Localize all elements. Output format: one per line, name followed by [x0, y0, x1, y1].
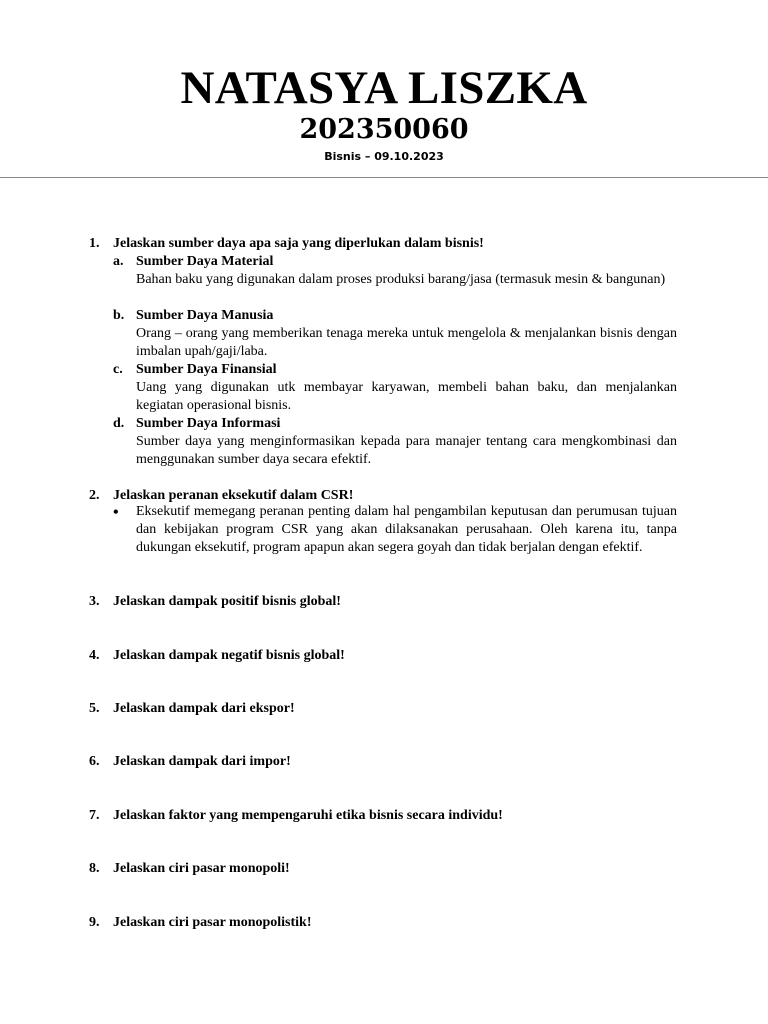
item-marker: b. — [113, 308, 125, 323]
question-text: Jelaskan dampak positif bisnis global! — [113, 594, 341, 609]
question-text: Jelaskan ciri pasar monopolistik! — [113, 915, 312, 930]
item-body: Uang yang digunakan utk membayar karyawan, membeli bahan baku, dan menjalankan kegiatan operasional bisnis. — [136, 380, 677, 413]
item-marker: c. — [113, 362, 123, 377]
question-number: 2. — [89, 488, 100, 503]
item-title: Sumber Daya Finansial — [136, 362, 277, 377]
question-text: Jelaskan faktor yang mempengaruhi etika bisnis secara individu! — [113, 808, 503, 823]
question-text: Jelaskan dampak dari impor! — [113, 754, 291, 769]
course-date: Bisnis – 09.10.2023 — [324, 150, 444, 163]
question-number: 1. — [89, 236, 100, 251]
item-marker: a. — [113, 254, 124, 269]
student-name: NATASYA LISZKA — [180, 62, 588, 114]
question-text: Jelaskan sumber daya apa saja yang diperlukan dalam bisnis! — [113, 236, 484, 251]
header-divider — [0, 177, 768, 178]
bullet-body: Eksekutif memegang peranan penting dalam hal pengambilan keputusan dan perumusan tujuan dan kebijakan program CSR yang akan dilaksanakan perusahaan. Oleh karena itu, tanpa dukungan eksekutif, program apapun akan segera goyah dan tidak berjalan dengan efektif. — [136, 504, 677, 555]
student-id: 202350060 — [299, 114, 469, 145]
item-body: Orang – orang yang memberikan tenaga mereka untuk mengelola & menjalankan bisnis dengan imbalan upah/gaji/laba. — [136, 326, 677, 359]
question-text: Jelaskan ciri pasar monopoli! — [113, 861, 290, 876]
question-text: Jelaskan peranan eksekutif dalam CSR! — [113, 488, 354, 503]
question-number: 7. — [89, 808, 100, 823]
item-title: Sumber Daya Manusia — [136, 308, 274, 323]
question-number: 3. — [89, 594, 100, 609]
question-number: 6. — [89, 754, 100, 769]
item-marker: d. — [113, 416, 125, 431]
bullet-icon: • — [113, 504, 119, 521]
question-number: 5. — [89, 701, 100, 716]
question-text: Jelaskan dampak dari ekspor! — [113, 701, 295, 716]
item-body: Bahan baku yang digunakan dalam proses produksi barang/jasa (termasuk mesin & bangunan) — [136, 272, 666, 287]
question-text: Jelaskan dampak negatif bisnis global! — [113, 648, 345, 663]
question-number: 9. — [89, 915, 100, 930]
question-number: 8. — [89, 861, 100, 876]
item-title: Sumber Daya Material — [136, 254, 274, 269]
item-title: Sumber Daya Informasi — [136, 416, 281, 431]
question-number: 4. — [89, 648, 100, 663]
item-body: Sumber daya yang menginformasikan kepada para manajer tentang cara mengkombinasi dan menggunakan sumber daya secara efektif. — [136, 434, 677, 467]
